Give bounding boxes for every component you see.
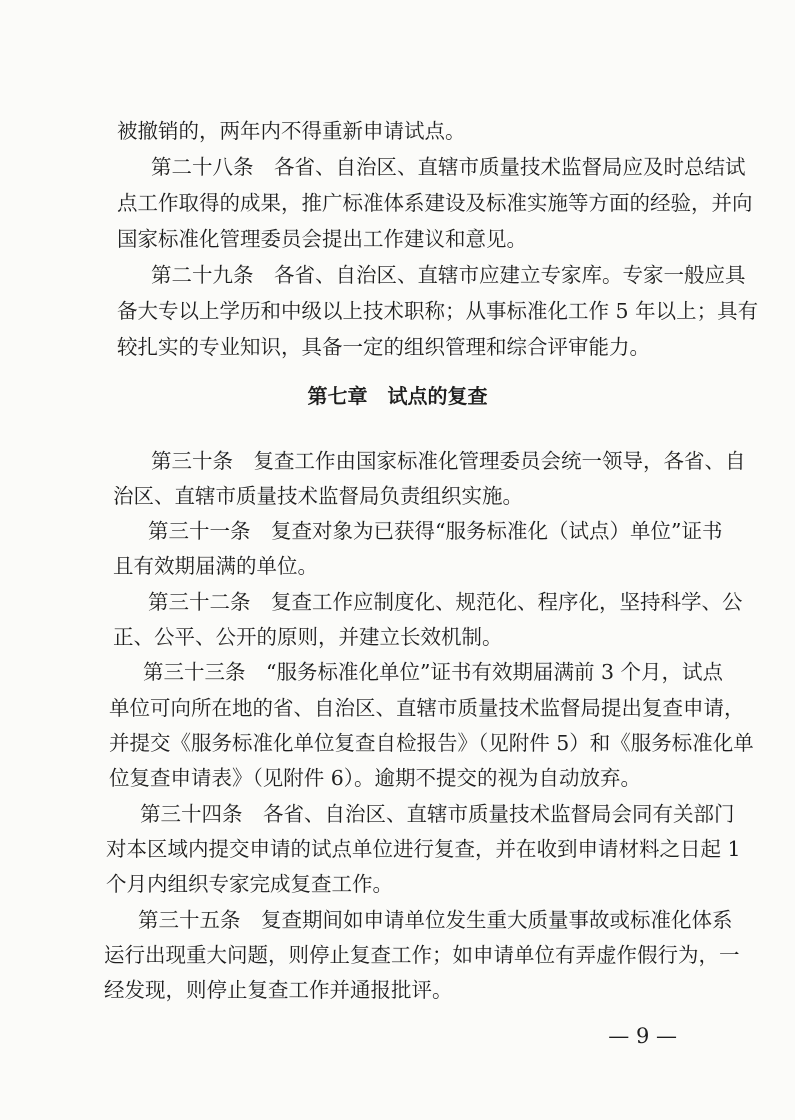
text-line: 个月内组织专家完成复查工作。 [106, 872, 393, 896]
page-number: — 9 — [608, 1024, 677, 1048]
text-line: 治区、直辖市质量技术监督局负责组织实施。 [113, 484, 523, 508]
text-line: 点工作取得的成果，推广标准体系建设及标准实施等方面的经验，并向 [117, 191, 753, 215]
text-line: 备大专以上学历和中级以上技术职称；从事标准化工作 5 年以上；具有 [117, 299, 759, 323]
text-line: 较扎实的专业知识，具备一定的组织管理和综合评审能力。 [117, 335, 650, 359]
article-33-line-1: 第三十三条 “服务标准化单位”证书有效期届满前 3 个月，试点 [143, 660, 724, 684]
chapter-heading: 第七章 试点的复查 [307, 384, 488, 408]
article-31-line-1: 第三十一条 复查对象为已获得“服务标准化（试点）单位”证书 [148, 519, 723, 543]
text-line: 正、公平、公开的原则，并建立长效机制。 [113, 625, 503, 649]
article-35-line-1: 第三十五条 复查期间如申请单位发生重大质量事故或标准化体系 [138, 908, 733, 932]
text-line: 经发现，则停止复查工作并通报批评。 [104, 978, 453, 1002]
text-line: 位复查申请表》（见附件 6）。逾期不提交的视为自动放弃。 [109, 766, 642, 790]
article-29-line-1: 第二十九条 各省、自治区、直辖市应建立专家库。专家一般应具 [151, 263, 746, 287]
text-line: 运行出现重大问题，则停止复查工作；如申请单位有弄虚作假行为，一 [104, 943, 740, 967]
article-28-line-1: 第二十八条 各省、自治区、直辖市质量技术监督局应及时总结试 [151, 155, 746, 179]
text-line: 对本区域内提交申请的试点单位进行复查，并在收到申请材料之日起 1 [106, 837, 741, 861]
text-line: 且有效期届满的单位。 [113, 554, 318, 578]
text-line: 单位可向所在地的省、自治区、直辖市质量技术监督局提出复查申请， [109, 696, 745, 720]
article-34-line-1: 第三十四条 各省、自治区、直辖市质量技术监督局会同有关部门 [140, 802, 735, 826]
text-line: 并提交《服务标准化单位复查自检报告》（见附件 5）和《服务标准化单 [109, 731, 754, 755]
article-30-line-1: 第三十条 复查工作由国家标准化管理委员会统一领导，各省、自 [151, 449, 746, 473]
text-line: 被撤销的，两年内不得重新申请试点。 [117, 119, 466, 143]
text-line: 国家标准化管理委员会提出工作建议和意见。 [117, 227, 527, 251]
article-32-line-1: 第三十二条 复查工作应制度化、规范化、程序化，坚持科学、公 [148, 590, 743, 614]
